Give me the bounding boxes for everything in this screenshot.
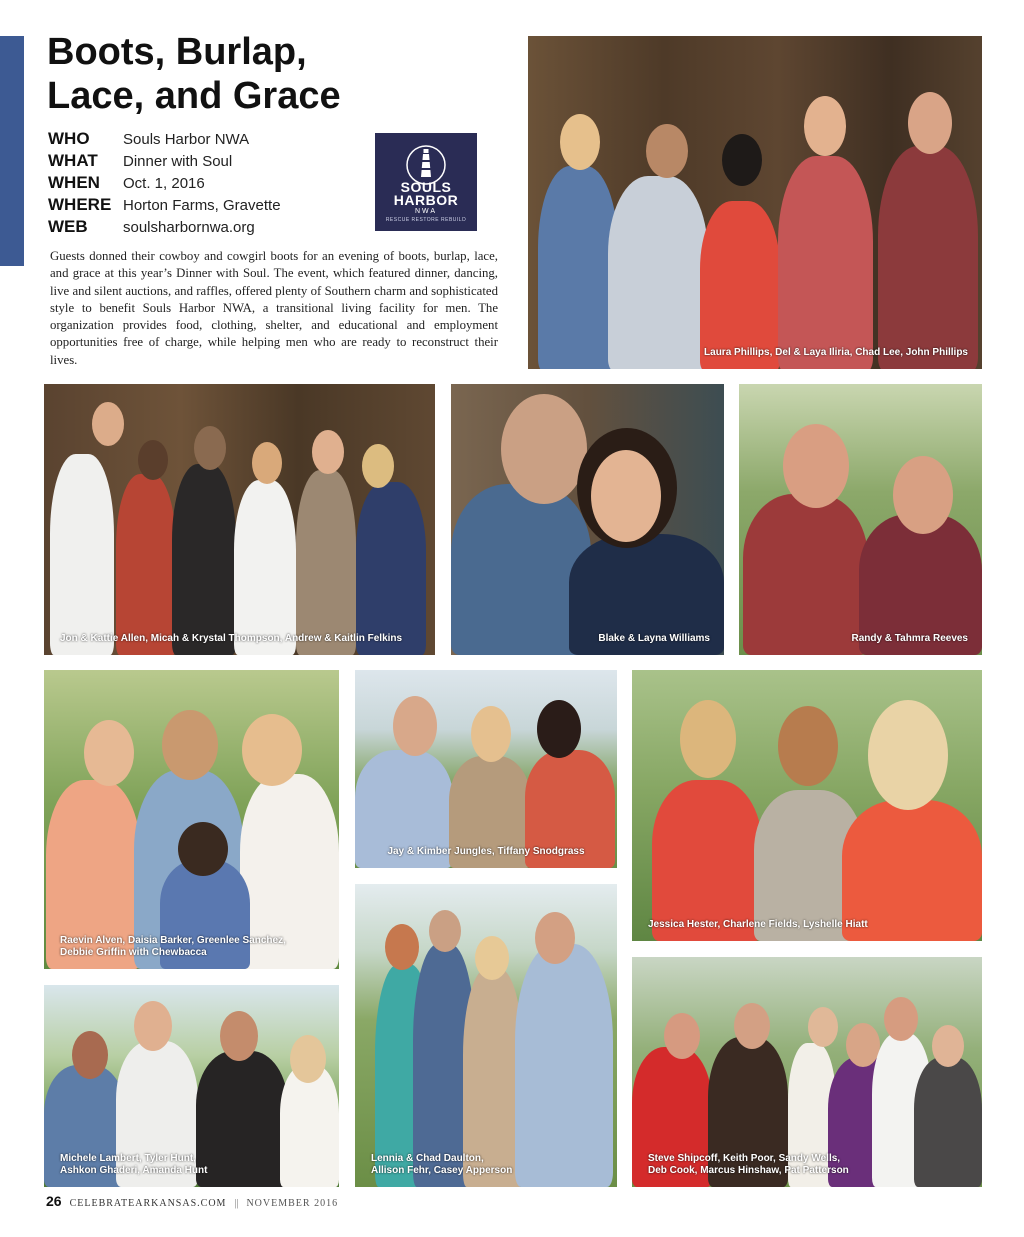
photo-caption: Jon & Kattie Allen, Micah & Krystal Thompson, Andrew & Kaitlin Felkins xyxy=(60,633,403,644)
intro-paragraph: Guests donned their cowboy and cowgirl boots for an evening of boots, burlap, lace, and grace at this year’s Dinner with Soul. The event, which featured dinner, dancing, live and silent auctions, and raffles, offered plenty of Southern charm and sophisticated style to benefit Souls Harbor NWA, a transitional living facility for men. The organization provides food, clothing, shelter, and educational and employment opportunities free of charge, while helping men who are ready to reconstruct their lives. xyxy=(50,249,498,367)
fact-what xyxy=(48,150,281,172)
photo-group-10 xyxy=(632,957,982,1187)
photo-group-5 xyxy=(44,670,339,969)
caption-line-2: Deb Cook, Marcus Hinshaw, Pat Patterson xyxy=(648,1165,849,1176)
photo-group-3 xyxy=(451,384,724,655)
fact-label: WHEN xyxy=(48,173,100,192)
page-footer xyxy=(46,1193,338,1209)
article-title xyxy=(47,30,341,118)
photo-caption xyxy=(371,1153,512,1177)
logo-name-line-1: SOULS xyxy=(400,179,452,195)
logo-tagline: RESCUE RESTORE REBUILD xyxy=(385,217,467,223)
fact-value: Dinner with Soul xyxy=(123,152,233,170)
caption-line-1: Steve Shipcoff, Keith Poor, Sandy Wells, xyxy=(648,1153,841,1164)
fact-where xyxy=(48,194,281,216)
photo-group-7 xyxy=(632,670,982,941)
fact-label: WHERE xyxy=(48,195,112,214)
photo-group-2 xyxy=(44,384,435,655)
footer-separator: || xyxy=(234,1198,239,1209)
photo-caption xyxy=(60,935,286,959)
fact-value: Horton Farms, Gravette xyxy=(123,196,281,214)
fact-label: WHO xyxy=(48,129,90,148)
fact-label: WEB xyxy=(48,217,88,236)
fact-value: soulsharbornwa.org xyxy=(123,218,255,236)
page-number: 26 xyxy=(46,1193,62,1209)
photo-caption: Jessica Hester, Charlene Fields, Lyshelle Hiatt xyxy=(648,919,868,930)
logo-sub: NWA xyxy=(414,208,438,215)
caption-line-2: Allison Fehr, Casey Apperson xyxy=(371,1165,513,1176)
photo-caption: Jay & Kimber Jungles, Tiffany Snodgrass xyxy=(387,846,585,857)
photo-caption: Randy & Tahmra Reeves xyxy=(851,633,968,644)
logo-name-line-2: HARBOR xyxy=(393,192,459,208)
accent-bar xyxy=(0,36,24,266)
fact-label: WHAT xyxy=(48,151,98,170)
photo-group-9 xyxy=(355,884,617,1187)
souls-harbor-logo xyxy=(375,133,477,231)
caption-line-1: Raevin Alven, Daisia Barker, Greenlee Sanchez, xyxy=(60,935,286,946)
lighthouse-icon xyxy=(406,143,446,185)
photo-caption: Laura Phillips, Del & Laya Iliria, Chad Lee, John Phillips xyxy=(704,347,968,358)
photo-caption: Blake & Layna Williams xyxy=(598,633,710,644)
title-line-2: Lace, and Grace xyxy=(47,75,341,117)
caption-line-2: Ashkon Ghaderi, Amanda Hunt xyxy=(60,1165,208,1176)
photo-caption xyxy=(648,1153,849,1177)
fact-value: Oct. 1, 2016 xyxy=(123,174,205,192)
fact-web xyxy=(48,216,281,238)
caption-line-1: Lennia & Chad Daulton, xyxy=(371,1153,484,1164)
footer-date: NOVEMBER 2016 xyxy=(246,1198,339,1209)
title-line-1: Boots, Burlap, xyxy=(47,31,307,73)
photo-group-1 xyxy=(528,36,982,369)
photo-group-8 xyxy=(44,985,339,1187)
fact-who xyxy=(48,128,281,150)
photo-caption xyxy=(60,1153,207,1177)
caption-line-1: Michele Lambert, Tyler Hunt, xyxy=(60,1153,196,1164)
fact-value: Souls Harbor NWA xyxy=(123,130,250,148)
footer-site: CELEBRATEARKANSAS.COM xyxy=(69,1198,227,1209)
caption-line-2: Debbie Griffin with Chewbacca xyxy=(60,947,207,958)
event-facts xyxy=(48,128,281,238)
photo-group-4 xyxy=(739,384,982,655)
fact-when xyxy=(48,172,281,194)
photo-group-6 xyxy=(355,670,617,868)
